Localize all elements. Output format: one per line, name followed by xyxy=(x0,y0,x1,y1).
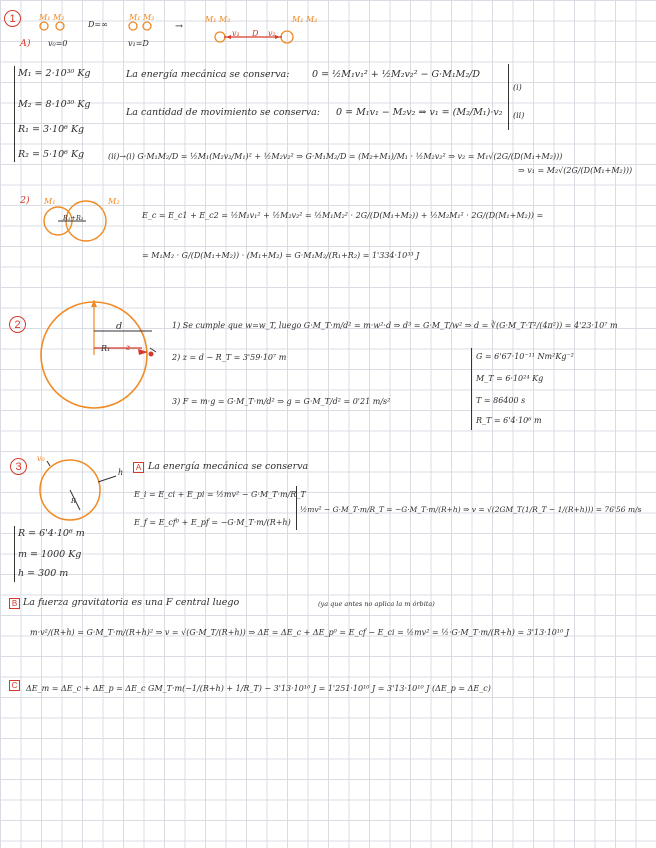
problem-1-number: 1 xyxy=(4,10,21,27)
p2-step-3: 3) F = m·g = G·M_T·m/d² ⇒ g = G·M_T/d² = 0'21 m/s² xyxy=(172,397,391,406)
part-a-box: A xyxy=(133,462,144,473)
v0-label: v₀=0 xyxy=(48,39,68,48)
given-g: G = 6'67·10⁻¹¹ Nm²Kg⁻² xyxy=(476,352,574,361)
velocity-result-eq: ½mv² − G·M_T·m/R_T = −G·M_T·m/(R+h) ⇒ v = √(2GM_T(1/R_T − 1/(R+h))) = 76'56 m/s xyxy=(300,505,642,514)
part-b-title: La fuerza gravitatoria es una F central luego xyxy=(23,597,240,608)
m1m2-label-d: M₁ M₂ xyxy=(292,15,318,24)
energy-equation: 0 = ½M₁v₁² + ½M₂v₂² − G·M₁M₂/D xyxy=(312,69,480,80)
figure-r-sum-label: R₁+R₂ xyxy=(63,214,84,222)
figure-d-label: d xyxy=(116,321,123,332)
m1m2-label-b: M₁ M₂ xyxy=(129,13,155,22)
given-m2: M₂ = 8·10³⁰ Kg xyxy=(18,99,91,110)
problem-3-number: 3 xyxy=(10,458,27,475)
given-mt: M_T = 6·10²⁴ Kg xyxy=(476,374,544,383)
figure-v0-label: v₀ xyxy=(37,454,45,463)
kinetic-energy-eq-2: = M₁M₂ · G/(D(M₁+M₂)) · (M₁+M₂) = G·M₁M₂/(R₁+R₂) = 1'334·10³³ J xyxy=(142,251,420,260)
given-h: h = 300 m xyxy=(18,568,69,579)
m1m2-label-c: M₁ M₂ xyxy=(205,15,231,24)
energy-brace xyxy=(296,486,297,530)
givens-brace-3 xyxy=(14,526,15,582)
mechanical-energy-eq: ΔE_m = ΔE_c + ΔE_p = ΔE_c GM_T·m(−1/(R+h) + 1/R_T) − 3'13·10¹⁰ J = 1'251·10¹⁰ J = 3'13·10¹⁰ J (ΔE_p = ΔE_c) xyxy=(26,684,491,693)
problem-2-number: 2 xyxy=(9,316,26,333)
m1m2-label-a: M₁ M₂ xyxy=(39,13,65,22)
given-m1: M₁ = 2·10³⁰ Kg xyxy=(18,68,91,79)
given-r1: R₁ = 3·10⁶ Kg xyxy=(18,124,85,135)
figure-h-label: h xyxy=(118,468,124,477)
figure-r1-label: R₁ xyxy=(101,344,111,353)
system-brace xyxy=(508,64,509,130)
distance-label: D=∞ xyxy=(88,20,108,29)
given-r: R = 6'4·10⁶ m xyxy=(18,528,85,539)
momentum-equation: 0 = M₁v₁ − M₂v₂ ⇒ v₁ = (M₂/M₁)·v₂ xyxy=(336,107,503,118)
v1-result: ⇒ v₁ = M₂√(2G/(D(M₁+M₂))) xyxy=(518,166,633,175)
part-b-note: (ya que antes no aplica la m órbita) xyxy=(318,600,435,608)
orbit-energy-eq: m·v²/(R+h) = G·M_T·m/(R+h)² ⇒ v = √(G·M_T/(R+h)) ⇒ ΔE = ΔE_c + ΔE_p⁰ = E_cf − E_ci = ½mv² = ½·G·M_T·m/(R+h) = 3'13·10¹⁰ J xyxy=(30,628,570,637)
kinetic-energy-eq-1: E_c = E_c1 + E_c2 = ½M₁v₁² + ½M₂v₂² = ½M₁M₂² · 2G/(D(M₁+M₂)) + ½M₂M₁² · 2G/(D(M₁+M₂)) = xyxy=(142,211,544,220)
figure-r-label: R xyxy=(71,497,76,505)
arrow: → xyxy=(175,21,183,32)
figure-z-label: z xyxy=(126,343,131,352)
figure-m2-label: M₂ xyxy=(108,197,120,206)
given-m: m = 1000 Kg xyxy=(18,549,82,560)
v2-vector-label: v₂ xyxy=(268,29,276,38)
tag-ii: (ii) xyxy=(513,111,525,120)
p2-step-2: 2) z = d − R_T = 3'59·10⁷ m xyxy=(172,353,287,362)
v1-vector-label: v₁ xyxy=(232,29,240,38)
launch-figure xyxy=(0,0,140,540)
initial-energy-eq: E_i = E_ci + E_pi = ½mv² − G·M_T·m/R_T xyxy=(134,490,306,499)
d-label: D xyxy=(252,29,259,38)
substitution-equation: (ii)→(i) G·M₁M₂/D = ½M₁(M₂v₂/M₁)² + ½M₂v₂² ⇒ G·M₁M₂/D = (M₂+M₁)/M₁ · ½M₂v₂² ⇒ v₂ = M₁√(2G/(D(M₁+M₂))) xyxy=(108,152,563,161)
givens-brace-2 xyxy=(471,348,472,430)
figure-m1-label: M₁ xyxy=(44,197,56,206)
given-r2: R₂ = 5·10⁶ Kg xyxy=(18,149,85,160)
tag-i: (i) xyxy=(513,83,522,92)
energy-text: La energía mecánica se conserva: xyxy=(126,69,290,80)
part-a-title: La energía mecánica se conserva xyxy=(148,461,309,472)
part-c-box: C xyxy=(9,680,20,691)
final-energy-eq: E_f = E_cf⁰ + E_pf = −G·M_T·m/(R+h) xyxy=(134,518,291,527)
momentum-text: La cantidad de movimiento se conserva: xyxy=(126,107,320,118)
vf-label: v₁=D xyxy=(128,39,149,48)
given-t: T = 86400 s xyxy=(476,396,526,405)
part-2-label: 2) xyxy=(20,195,30,206)
given-rt: R_T = 6'4·10⁶ m xyxy=(476,416,542,425)
part-b-box: B xyxy=(9,598,20,609)
part-a-label: A) xyxy=(20,38,31,49)
p2-step-1: 1) Se cumple que w=w_T, luego G·M_T·m/d² = m·w²·d ⇒ d³ = G·M_T/w² ⇒ d = ∛(G·M_T·T²/(4π²)) = 4'23·10⁷ m xyxy=(172,321,618,330)
